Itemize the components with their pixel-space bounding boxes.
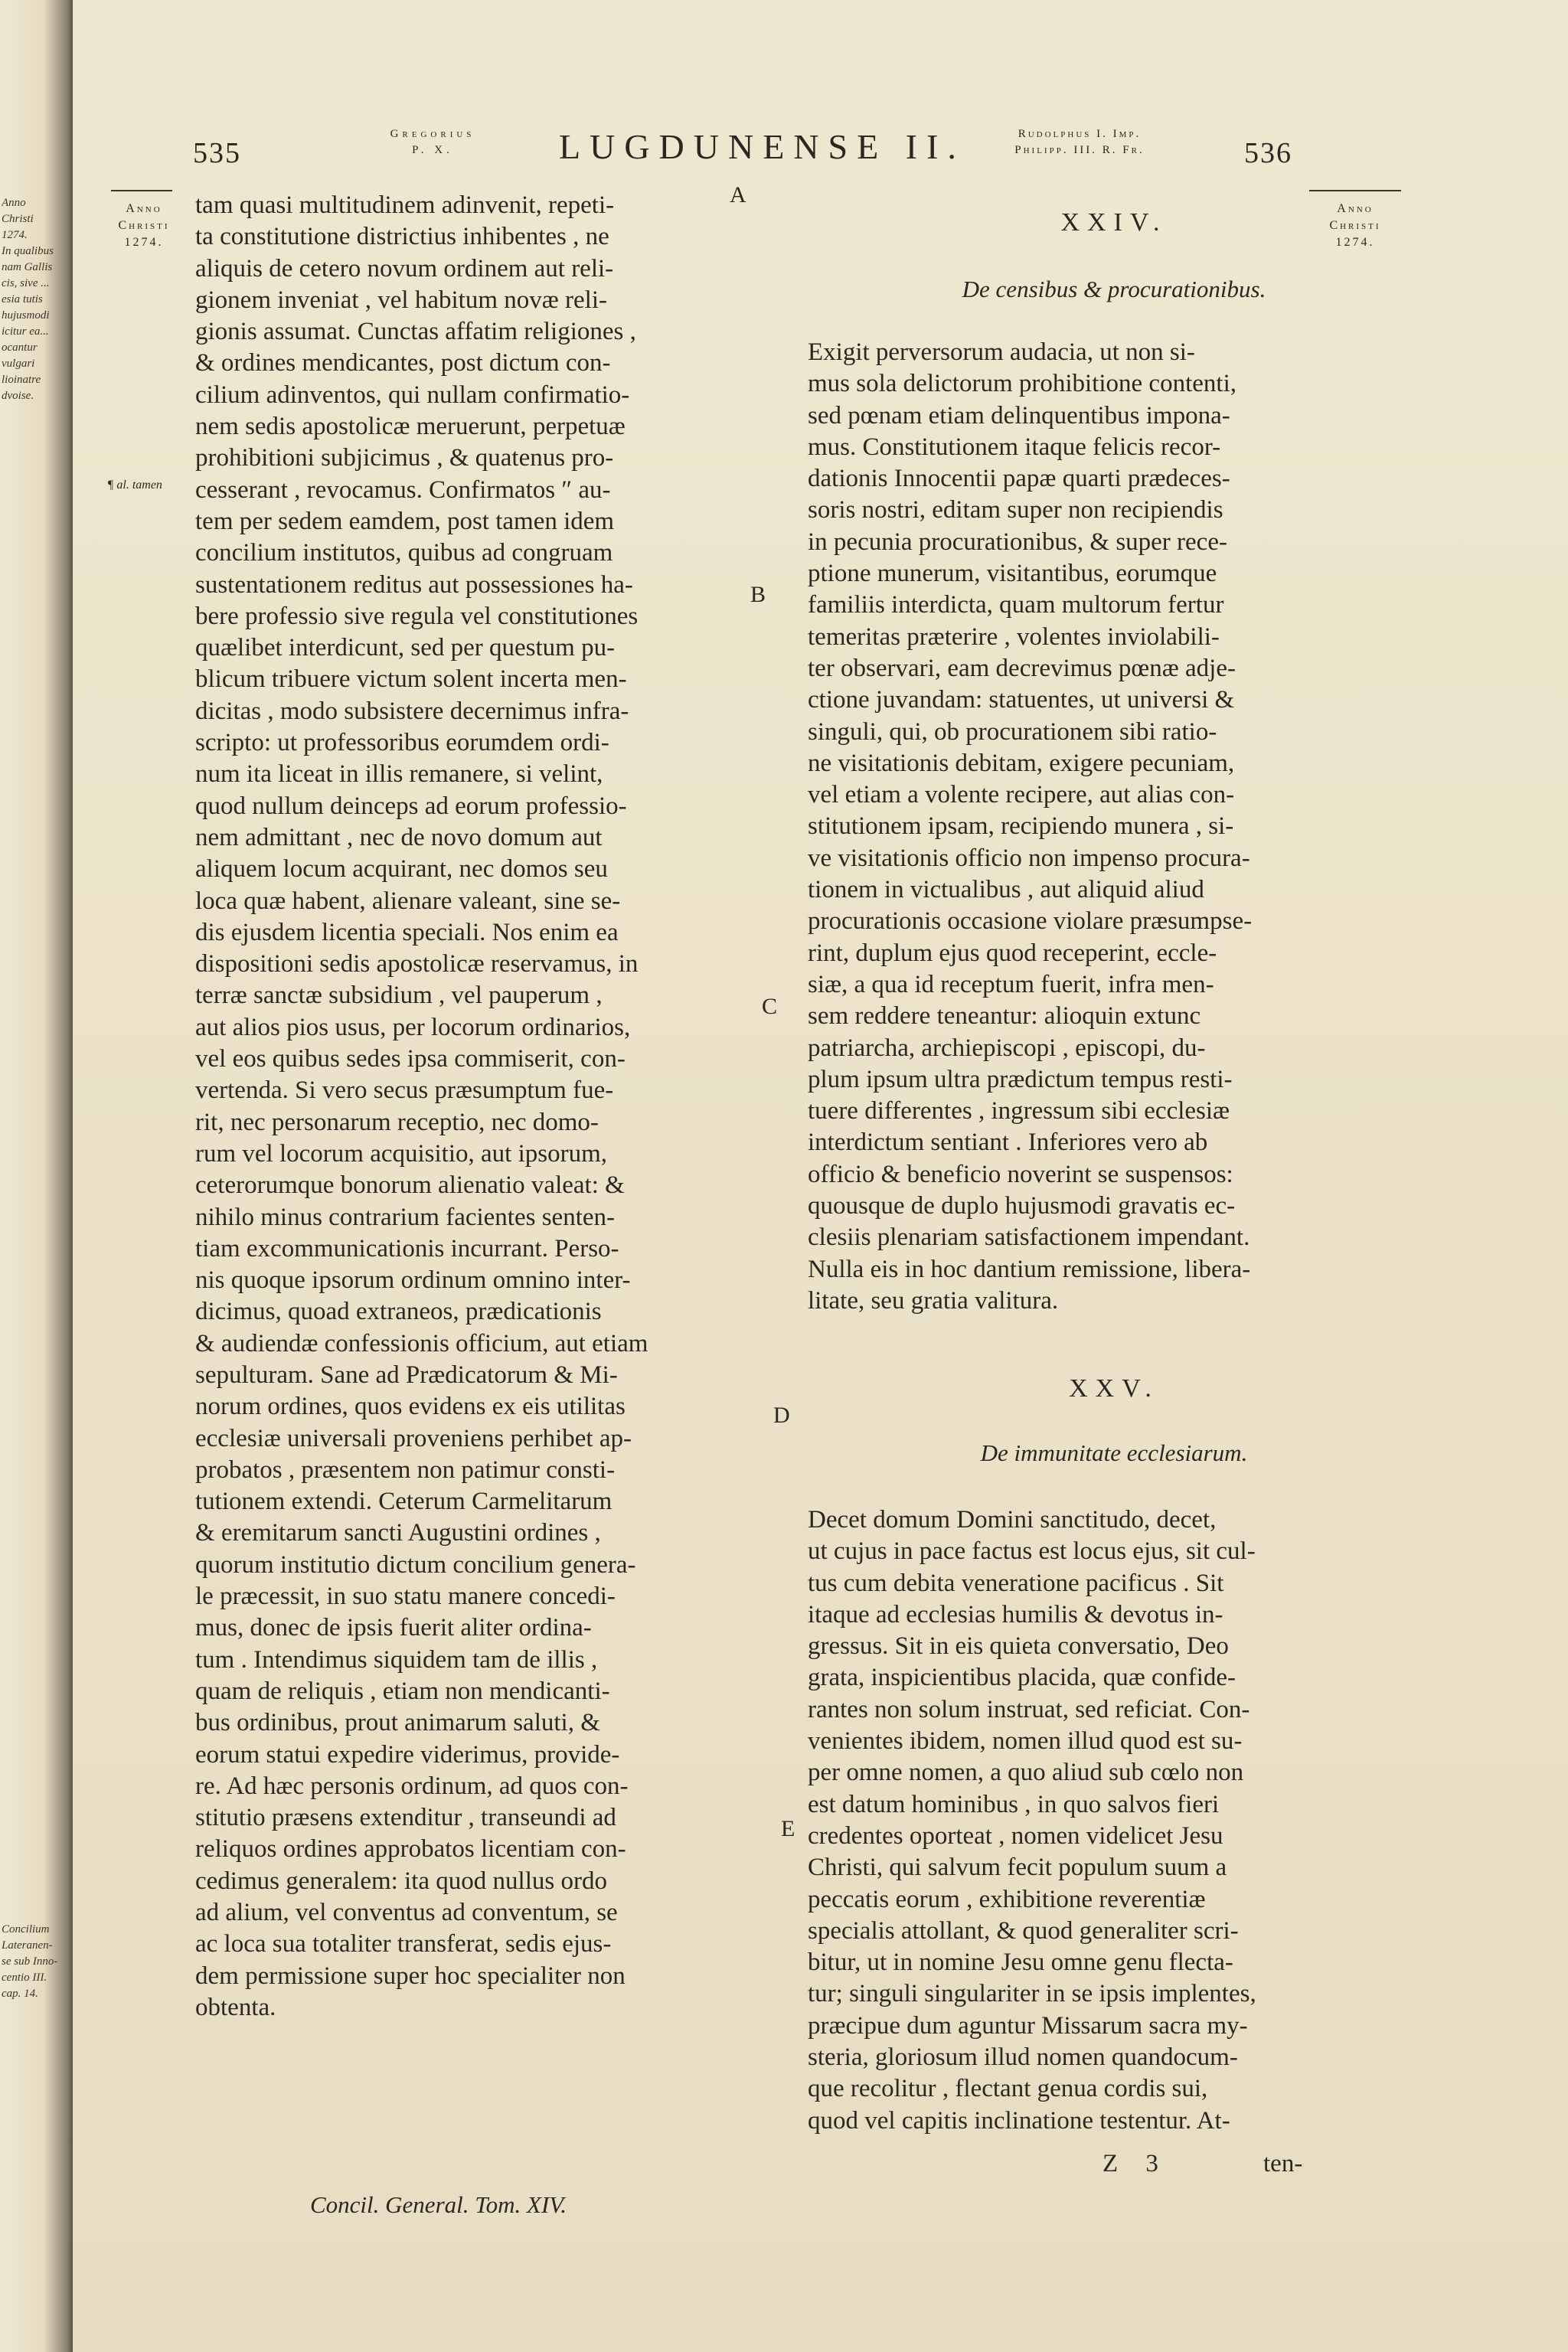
text-line: quam de reliquis , etiam non mendicanti- — [195, 1677, 610, 1705]
book-gutter — [0, 0, 73, 2352]
text-line: ne visitationis debitam, exigere pecuniam, — [808, 749, 1235, 777]
section-letter-e: E — [781, 1816, 795, 1841]
text-line: quælibet interdicunt, sed per questum pu- — [195, 634, 616, 662]
text-line: tiam excommunicationis incurrant. Perso- — [195, 1234, 619, 1263]
text-line: dationis Innocentii papæ quarti prædeces- — [808, 465, 1230, 493]
text-line: tam quasi multitudinem adinvenit, repeti- — [195, 191, 615, 219]
text-line: & ordines mendicantes, post dictum con- — [195, 349, 611, 377]
gutter-bottom-note — [2, 1922, 69, 2002]
text-line: quod vel capitis inclinatione testentur. At- — [808, 2106, 1230, 2135]
gutter-note-line: ocantur — [2, 341, 38, 354]
text-line: clesiis plenariam satisfactionem impendant. — [808, 1223, 1250, 1252]
gutter-note-line: Lateranen- — [2, 1939, 53, 1952]
text-line: mus sola delictorum prohibitione contenti, — [808, 370, 1236, 398]
text-line: dem permissione super hoc specialiter non — [195, 1962, 626, 1990]
text-line: tutionem extendi. Ceterum Carmelitarum — [195, 1488, 612, 1516]
text-line: tum . Intendimus siquidem tam de illis , — [195, 1645, 598, 1674]
text-line: Exigit perversorum audacia, ut non si- — [808, 338, 1195, 366]
text-line: cilium adinventos, qui nullam confirmatio- — [195, 381, 630, 409]
text-line: dis ejusdem licentia speciali. Nos enim ea — [195, 918, 619, 946]
page-title: LUGDUNENSE II. — [559, 127, 965, 166]
text-line: plum ipsum ultra prædictum tempus resti- — [808, 1065, 1233, 1093]
text-line: sem reddere teneantur: alioquin extunc — [808, 1002, 1201, 1031]
text-line: rint, duplum ejus quod receperint, eccle- — [808, 939, 1217, 967]
text-line: soris nostri, editam super non recipiendis — [808, 496, 1223, 524]
section-xxv-title: De immunitate ecclesiarum. — [980, 1439, 1248, 1466]
text-line: rantes non solum instruat, sed reficiat. Con- — [808, 1695, 1250, 1723]
text-line: aliquis de cetero novum ordinem aut reli- — [195, 254, 614, 283]
text-line: in pecunia procurationibus, & super rece- — [808, 528, 1227, 556]
text-line: ecclesiæ universali proveniens perhibet ap- — [195, 1424, 632, 1452]
margin-variant-note: ¶ al. tamen — [107, 479, 162, 492]
text-line: scripto: ut professoribus eorumdem ordi- — [195, 729, 609, 757]
margin-rule-left — [111, 190, 172, 191]
text-line: concilium institutos, quibus ad congruam — [195, 539, 613, 567]
right-running-head: Rudolphus I. Imp. Philipp. III. R. Fr. — [1014, 128, 1145, 156]
text-line: probatos , præsentem non patimur consti- — [195, 1455, 616, 1484]
text-line: & eremitarum sancti Augustini ordines , — [195, 1519, 601, 1547]
text-line: gressus. Sit in eis quieta conversatio, Deo — [808, 1632, 1229, 1661]
text-line: per omne nomen, a quo aliud sub cœlo non — [808, 1759, 1244, 1787]
text-line: ceterorumque bonorum alienatio valeat: & — [195, 1171, 625, 1200]
gutter-note-line: 1274. — [2, 229, 28, 241]
gutter-note-line: Christi — [2, 213, 34, 225]
text-line: vertenda. Si vero secus præsumptum fue- — [195, 1076, 614, 1105]
text-line: nem sedis apostolicæ meruerunt, perpetuæ — [195, 413, 626, 441]
text-line: blicum tribuere victum solent incerta men- — [195, 665, 627, 694]
text-line: norum ordines, quos evidens ex eis utilitas — [195, 1393, 626, 1421]
text-line: tur; singuli singulariter in se ipsis implentes, — [808, 1980, 1256, 2008]
text-line: ve visitationis officio non impenso procura- — [808, 844, 1250, 872]
text-line: officio & beneficio noverint se suspensos: — [808, 1160, 1233, 1188]
text-line: litate, seu gratia valitura. — [808, 1286, 1059, 1315]
text-line: Decet domum Domini sanctitudo, decet, — [808, 1506, 1217, 1534]
text-line: ptione munerum, visitantibus, eorumque — [808, 560, 1217, 588]
text-line: nis quoque ipsorum ordinum omnino inter- — [195, 1266, 631, 1295]
text-line: loca quæ habent, alienare valeant, sine se- — [195, 887, 621, 915]
gutter-note-line: icitur ea... — [2, 325, 49, 338]
text-line: sepulturam. Sane ad Prædicatorum & Mi- — [195, 1361, 618, 1389]
margin-anno-right: Anno Christi 1274. — [1329, 202, 1381, 249]
text-line: specialis attollant, & quod generaliter scri- — [808, 1916, 1239, 1945]
text-line: vel etiam a volente recipere, aut alias con- — [808, 781, 1235, 809]
section-letter-b: B — [750, 582, 766, 607]
text-line: ter observari, eam decrevimus pœnæ adje- — [808, 654, 1236, 682]
gutter-note-line: cis, sive ... — [2, 277, 50, 289]
text-line: Nulla eis in hoc dantium remissione, libera- — [808, 1255, 1251, 1283]
text-line: gionem inveniat , vel habitum novæ reli- — [195, 286, 607, 314]
footer-title: Concil. General. Tom. XIV. — [310, 2191, 567, 2218]
text-line: steria, gloriosum illud nomen quandocum- — [808, 2043, 1238, 2072]
gutter-note-line: hujusmodi — [2, 309, 50, 322]
gutter-note-line: se sub Inno- — [2, 1955, 58, 1968]
text-line: tionem in victualibus , aut aliquid aliud — [808, 876, 1204, 904]
gutter-note-line: lioinatre — [2, 374, 41, 386]
text-line: sed pœnam etiam delinquentibus impona- — [808, 401, 1230, 430]
section-letter-c: C — [762, 994, 778, 1019]
text-line: peccatis eorum , exhibitione reverentiæ — [808, 1885, 1206, 1913]
text-line: tus cum debita veneratione pacificus . Sit — [808, 1569, 1224, 1597]
text-line: reliquos ordines approbatos licentiam con- — [195, 1835, 626, 1864]
text-line: nihilo minus contrarium facientes senten- — [195, 1203, 616, 1231]
text-line: præcipue dum aguntur Missarum sacra my- — [808, 2011, 1248, 2040]
gutter-note-line: vulgari — [2, 358, 35, 370]
section-xxv-number: XXV. — [1069, 1374, 1159, 1403]
text-line: sustentationem reditus aut possessiones ha- — [195, 570, 633, 599]
text-line: ta constitutione districtius inhibentes , ne — [195, 223, 609, 251]
text-line: re. Ad hæc personis ordinum, ad quos con- — [195, 1772, 629, 1800]
text-line: bus ordinibus, prout animarum saluti, & — [195, 1709, 600, 1737]
text-line: rum vel locorum acquisitio, aut ipsorum, — [195, 1139, 607, 1168]
section-xxiv-text — [808, 337, 1405, 1317]
gutter-note-line: centio III. — [2, 1971, 47, 1984]
text-line: quousque de duplo hujusmodi gravatis ec- — [808, 1192, 1236, 1220]
text-line: que recolitur , flectant genua cordis sui, — [808, 2075, 1208, 2103]
text-line: grata, inspicientibus placida, quæ confide- — [808, 1664, 1236, 1692]
text-line: ut cujus in pace factus est locus ejus, sit cul- — [808, 1537, 1256, 1566]
text-line: est datum hominibus , in quo salvos fieri — [808, 1790, 1220, 1818]
text-line: aut alios pios usus, per locorum ordinarios, — [195, 1013, 631, 1041]
left-running-head: Gregorius P. X. — [390, 128, 475, 156]
text-line: & audiendæ confessionis officium, aut etiam — [195, 1329, 648, 1357]
text-line: ctione juvandam: statuentes, ut universi & — [808, 686, 1235, 714]
text-line: procurationis occasione violare præsumpse- — [808, 907, 1253, 936]
text-line: cedimus generalem: ita quod nullus ordo — [195, 1867, 607, 1895]
section-xxv-text — [808, 1504, 1405, 2137]
text-line: patriarcha, archiepiscopi , episcopi, du- — [808, 1034, 1206, 1062]
section-letter-a: A — [730, 182, 746, 207]
margin-rule-right — [1309, 190, 1401, 191]
text-line: cesserant , revocamus. Confirmatos ″ au- — [195, 475, 611, 504]
text-line: obtenta. — [195, 1993, 276, 2021]
gutter-note-line: In qualibus — [2, 245, 54, 257]
text-line: num ita liceat in illis remanere, si velint, — [195, 760, 603, 789]
text-line: terræ sanctæ subsidium , vel pauperum , — [195, 982, 603, 1010]
left-text-column — [195, 190, 762, 2024]
right-page-number: 536 — [1244, 137, 1292, 169]
text-line: Christi, qui salvum fecit populum suum a — [808, 1854, 1227, 1882]
text-line: vel eos quibus sedes ipsa commiserit, con- — [195, 1045, 626, 1073]
catchword: ten- — [1263, 2150, 1303, 2177]
text-line: prohibitioni subjicimus , & quatenus pro- — [195, 444, 614, 472]
text-line: dicimus, quoad extraneos, prædicationis — [195, 1298, 602, 1326]
signature-mark: Z 3 — [1102, 2150, 1169, 2177]
section-xxiv-number: XXIV. — [1060, 208, 1168, 237]
text-line: mus, donec de ipsis fuerit aliter ordina- — [195, 1614, 592, 1642]
section-letter-d: D — [773, 1403, 790, 1428]
text-line: itaque ad ecclesias humilis & devotus in- — [808, 1600, 1223, 1628]
text-line: nem admittant , nec de novo domum aut — [195, 823, 603, 851]
gutter-note-line: Anno — [2, 197, 26, 209]
text-line: stitutionem ipsam, recipiendo munera , si- — [808, 812, 1234, 841]
gutter-note-line: nam Gallis — [2, 261, 53, 273]
text-line: aliquem locum acquirant, nec domos seu — [195, 855, 608, 884]
gutter-note-line: Concilium — [2, 1923, 50, 1936]
text-line: siæ, a qua id receptum fuerit, infra men- — [808, 970, 1214, 998]
text-line: credentes oporteat , nomen videlicet Jesu — [808, 1821, 1223, 1850]
text-line: bere professio sive regula vel constitutiones — [195, 602, 639, 630]
text-line: ad alium, vel conventus ad conventum, se — [195, 1899, 618, 1927]
text-line: temeritas præterire , volentes inviolabili- — [808, 622, 1220, 651]
text-line: le præcessit, in suo statu manere concedi- — [195, 1583, 616, 1611]
gutter-top-note — [2, 195, 69, 404]
text-line: familiis interdicta, quam multorum fertur — [808, 591, 1224, 619]
text-line: bitur, ut in nomine Jesu omne genu flecta- — [808, 1949, 1233, 1977]
text-line: gionis assumat. Cunctas affatim religiones , — [195, 318, 636, 346]
text-line: dicitas , modo subsistere decernimus infra- — [195, 697, 629, 725]
text-line: ac loca sua totaliter transferat, sedis ejus- — [195, 1930, 612, 1958]
gutter-note-line: esia tutis — [2, 293, 43, 305]
book-page — [73, 0, 1568, 2352]
text-line: rit, nec personarum receptio, nec domo- — [195, 1108, 599, 1136]
left-page-number: 535 — [193, 137, 241, 169]
text-line: quod nullum deinceps ad eorum professio- — [195, 792, 627, 820]
gutter-note-line: cap. 14. — [2, 1988, 38, 2000]
text-line: stitutio præsens extenditur , transeundi ad — [195, 1804, 616, 1832]
text-line: tuere differentes , ingressum sibi ecclesiæ — [808, 1097, 1230, 1125]
text-line: venientes ibidem, nomen illud quod est su- — [808, 1727, 1243, 1756]
gutter-note-line: dvoise. — [2, 390, 34, 402]
section-xxiv-title: De censibus & procurationibus. — [962, 276, 1266, 302]
text-line: dispositioni sedis apostolicæ reservamus, in — [195, 950, 639, 978]
text-line: mus. Constitutionem itaque felicis recor- — [808, 433, 1221, 461]
margin-anno-left: Anno Christi 1274. — [118, 202, 170, 249]
text-line: singuli, qui, ob procurationem sibi ratio- — [808, 717, 1217, 746]
text-line: quorum institutio dictum concilium genera- — [195, 1550, 636, 1579]
text-line: eorum statui expedire viderimus, provide- — [195, 1740, 620, 1769]
text-line: tem per sedem eamdem, post tamen idem — [195, 507, 615, 535]
text-line: interdictum sentiant . Inferiores vero ab — [808, 1129, 1208, 1157]
